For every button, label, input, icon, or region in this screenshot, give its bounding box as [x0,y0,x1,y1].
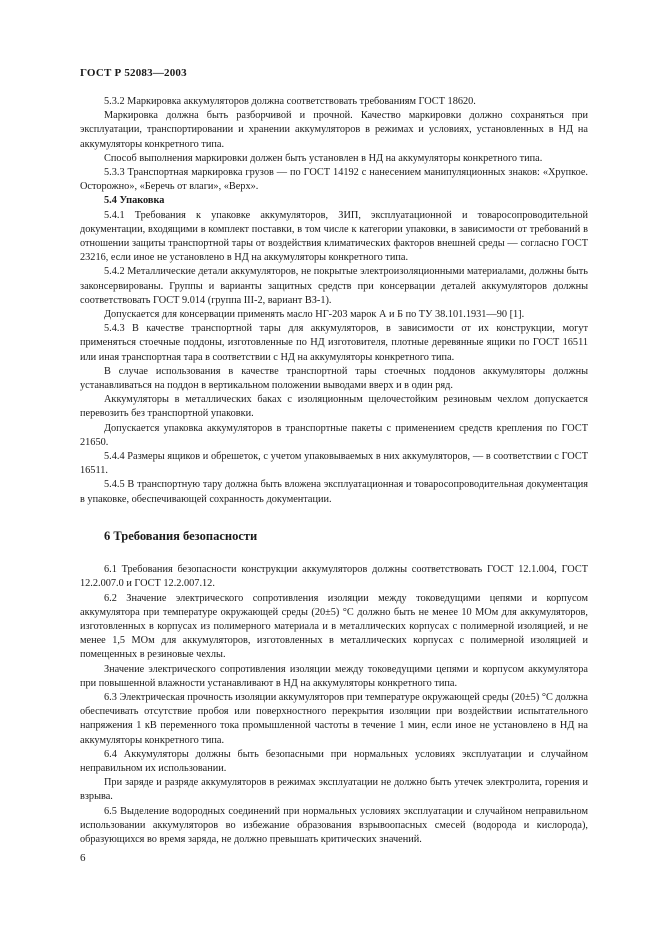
paragraph: 5.4.1 Требования к упаковке аккумуляторов, ЗИП, эксплуатационной и товаросопроводительной документации, входящими в комплект поставки, в том числе к категории упаковки, в зависимости от требований в отношении защиты транспортной тары от воздействия климатических факторов внешней среды — согласно ГОСТ 23216, если иное не установлено в НД на аккумуляторы конкретного типа. [80,209,588,264]
document-body [80,95,588,847]
paragraph: Маркировка должна быть разборчивой и прочной. Качество маркировки должно сохраняться при эксплуатации, транспортировании и хранении аккумуляторов в режимах и условиях, установленных в НД на аккумуляторы конкретного типа. [80,110,588,150]
subsection-heading: 5.4 Упаковка [104,195,165,207]
paragraph: Допускается для консервации применять масло НГ-203 марок А и Б по ТУ 38.101.1931—90 [1]. [104,309,525,321]
paragraph: 5.3.3 Транспортная маркировка грузов — по ГОСТ 14192 с нанесением манипуляционных знаков: «Хрупкое. Осторожно», «Беречь от влаги», «Верх». [80,167,588,193]
paragraph: 6.2 Значение электрического сопротивления изоляции между токоведущими цепями и корпусом аккумулятора при температуре окружающей среды (20±5) °С должно быть не менее 10 МОм для аккумуляторов, изготовленных в корпусах из полимерного материала и в металлических корпусах с полимерной изоляцией, и не менее 1,5 МОм для аккумуляторов, изготовленных в металлических корпусах с полимерной изоляцией и помещенных в резиновые чехлы. [80,592,588,661]
paragraph: 5.4.3 В качестве транспортной тары для аккумуляторов, в зависимости от их конструкции, могут применяться стоечные поддоны, изготовленные по НД изготовителя, плотные деревянные ящики по ГОСТ 16511 или иная транспортная тара в соответствии с НД на аккумуляторы конкретного типа. [80,323,588,363]
paragraph: При заряде и разряде аккумуляторов в режимах эксплуатации не должно быть утечек электролита, горения и взрыва. [80,777,588,803]
section-heading: 6 Требования безопасности [104,528,258,543]
paragraph: 6.1 Требования безопасности конструкции аккумуляторов должны соответствовать ГОСТ 12.1.004, ГОСТ 12.2.007.0 и ГОСТ 12.2.007.12. [80,564,588,590]
document-header: ГОСТ Р 52083—2003 [80,67,187,79]
paragraph: 5.3.2 Маркировка аккумуляторов должна соответствовать требованиям ГОСТ 18620. [104,96,476,107]
paragraph: Допускается упаковка аккумуляторов в транспортные пакеты с применением средств крепления по ГОСТ 21650. [80,422,588,448]
paragraph: Аккумуляторы в металлических баках с изоляционным щелочестойким резиновым чехлом допускается перевозить без транспортной упаковки. [80,394,588,420]
page-number: 6 [80,852,86,864]
paragraph: 6.5 Выделение водородных соединений при нормальных условиях эксплуатации и случайном неправильном использовании аккумуляторов во избежание образования взрывоопасных смесей (водорода и кислорода), образующихся во время заряда, не должно превышать критических значений. [80,805,588,845]
paragraph: 6.3 Электрическая прочность изоляции аккумуляторов при температуре окружающей среды (20±5) °С должна обеспечивать отсутствие пробоя или поверхностного перекрытия изоляции при воздействии испытательного напряжения 1 кВ переменного тока промышленной частоты в течение 1 мин, если иное не установлено в НД на аккумуляторы конкретного типа. [80,691,588,746]
paragraph: 5.4.4 Размеры ящиков и обрешеток, с учетом упаковываемых в них аккумуляторов, — в соответствии с ГОСТ 16511. [80,451,588,477]
paragraph: Значение электрического сопротивления изоляции между токоведущими цепями и корпусом аккумулятора при повышенной влажности устанавливают в НД на аккумуляторы конкретного типа. [80,663,588,689]
paragraph: Способ выполнения маркировки должен быть установлен в НД на аккумуляторы конкретного типа. [104,152,543,164]
paragraph: 5.4.2 Металлические детали аккумуляторов, не покрытые электроизоляционными материалами, должны быть законсервированы. Группы и варианты защитных средств при консервации деталей аккумуляторов должны соответствовать ГОСТ 9.014 (группа III-2, вариант ВЗ-1). [80,266,588,306]
paragraph: 6.4 Аккумуляторы должны быть безопасными при нормальных условиях эксплуатации и случайном неправильном их использовании. [80,748,588,774]
paragraph: В случае использования в качестве транспортной тары стоечных поддонов аккумуляторы должны устанавливаться на поддон в вертикальном положении выводами вверх и в один ряд. [80,365,588,392]
paragraph: 5.4.5 В транспортную тару должна быть вложена эксплуатационная и товаросопроводительная документация в упаковке, обеспечивающей сохранность документации. [80,479,588,505]
